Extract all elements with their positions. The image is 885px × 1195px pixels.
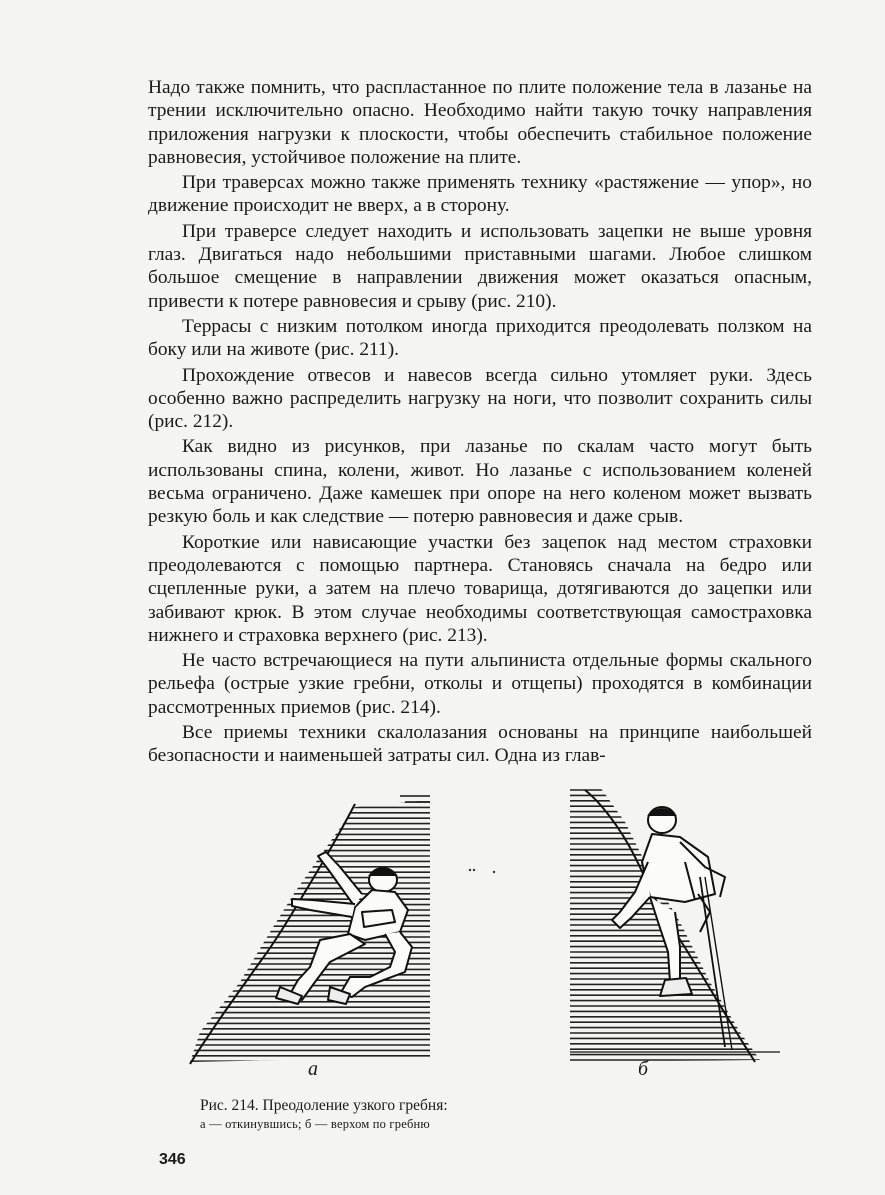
caption-title: Рис. 214. Преодоление узкого гребня: (200, 1097, 448, 1114)
climbing-illustration (180, 782, 820, 1082)
print-specks (469, 869, 495, 873)
paragraph: Прохождение отвесов и навесов всегда сильно утомляет руки. Здесь особенно важно распределить нагрузку на ноги, что позволит сохранить силы (рис. 212). (148, 364, 812, 433)
paragraph: Как видно из рисунков, при лазанье по скалам часто могут быть использованы спина, колени, живот. Но лазанье с использованием коленей весьма ограничено. Даже камешек при опоре на него коленом может вызвать резкую боль и как следствие — потерю равновесия и даже срыв. (148, 436, 812, 528)
paragraph: Террасы с низким потолком иногда приходится преодолевать ползком на боку или на животе (рис. 211). (148, 315, 812, 361)
figure-214 (180, 782, 820, 1082)
figure-caption (200, 1096, 620, 1134)
paragraph: Надо также помнить, что распластанное по плите положение тела в лазанье на трении исключительно опасно. Необходимо найти такую точку направления приложения нагрузки к плоскости, чтобы обеспечить стабильное положение равновесия, устойчивое положение на плите. (148, 77, 812, 168)
paragraph: При траверсах можно также применять технику «растяжение — упор», но движение происходит не вверх, а в сторону. (148, 172, 812, 217)
paragraph: При траверсе следует находить и использовать зацепки не выше уровня глаз. Двигаться надо небольшими приставными шагами. Любое слишком большое смещение в направлении движения может оказаться опасным, привести к потере равновесия и срыву (рис. 210). (148, 220, 812, 312)
paragraph: Не часто встречающиеся на пути альпиниста отдельные формы скального рельефа (острые узкие гребни, отколы и отщепы) проходятся в комбинации рассмотренных приемов (рис. 214). (148, 650, 812, 718)
figure-label-a: а (308, 1058, 318, 1080)
figure-label-b: б (638, 1058, 649, 1080)
paragraph: Короткие или нависающие участки без зацепок над местом страховки преодолеваются с помощью партнера. Становясь сначала на бедро или сцепленные руки, а затем на плечо товарища, дотягиваются до зацепки или забивают крюк. В этом случае необходимы соответствующая самостраховка нижнего и страховка верхнего (рис. 213). (148, 531, 812, 646)
body-text (148, 76, 812, 770)
climber-a-icon (276, 852, 412, 1004)
paragraph: Все приемы техники скалолазания основаны на принципе наибольшей безопасности и наименьшей затраты сил. Одна из глав- (148, 722, 812, 767)
caption-subtitle: а — откинувшись; б — верхом по гребню (200, 1117, 430, 1131)
page-number: 346 (159, 1151, 186, 1168)
